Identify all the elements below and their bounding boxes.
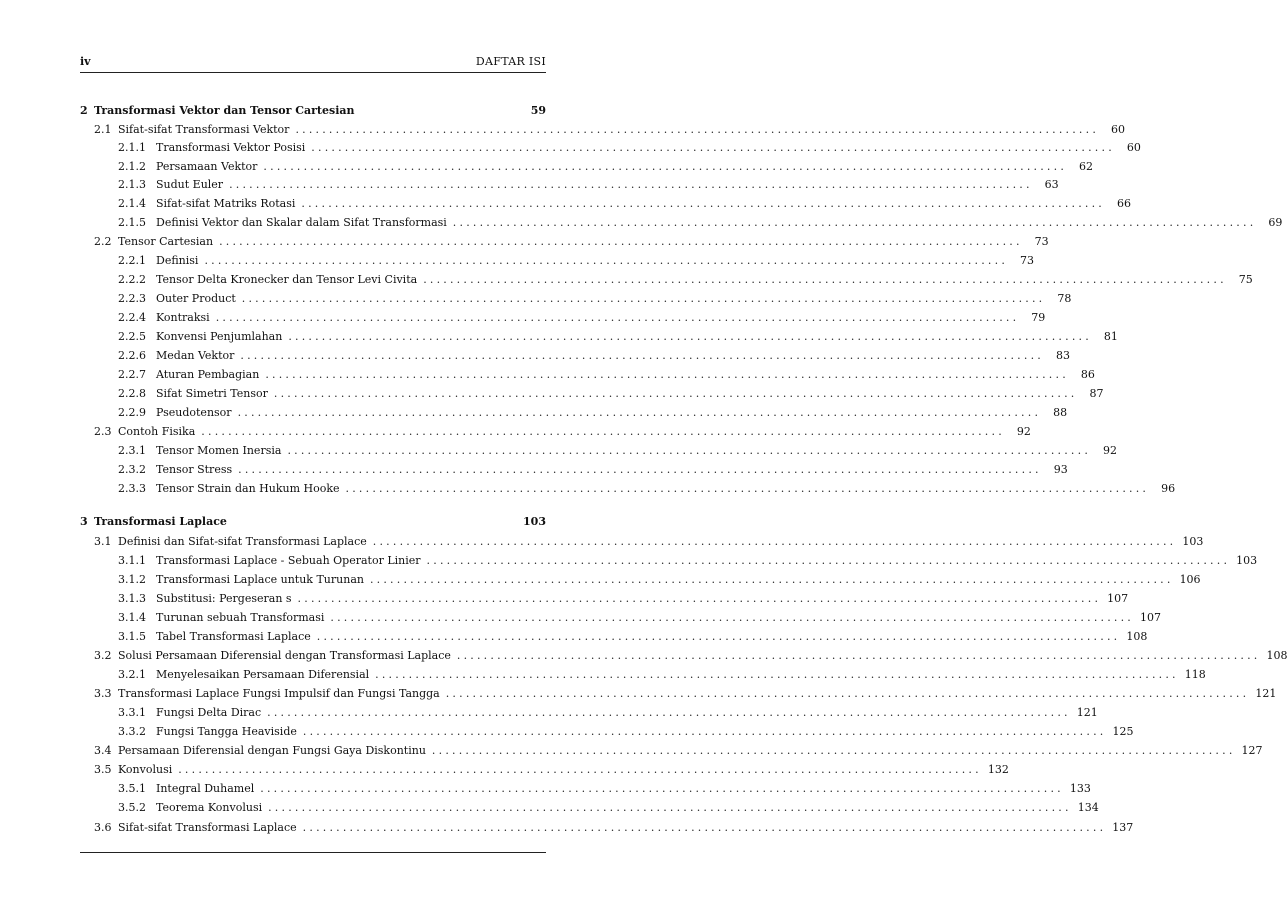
toc-entry-title: Persamaan Vektor [156, 159, 258, 173]
toc-entry-title: Definisi dan Sifat-sifat Transformasi Laplace [118, 534, 367, 548]
toc-entry-title: Konvensi Penjumlahan [156, 329, 283, 343]
toc-subsection-row[interactable] [80, 251, 1035, 269]
toc-entry-number: 2 [80, 103, 88, 117]
toc-dot-leader: ........................................................................................................................ [452, 215, 1257, 229]
toc-entry-title: Persamaan Diferensial dengan Fungsi Gaya Diskontinu [118, 743, 426, 757]
toc-entry-page: 93 [1053, 462, 1068, 476]
toc-dot-leader: ........................................................................................................................ [375, 667, 1179, 681]
toc-section-row[interactable] [80, 422, 1031, 440]
toc-subsection-row[interactable] [80, 403, 1068, 421]
toc-dot-leader: ........................................................................................................................ [219, 234, 1023, 248]
toc-dot-leader: ........................................................................................................................ [456, 648, 1261, 662]
toc-entry-page: 78 [1057, 291, 1072, 305]
toc-entry-title: Sifat-sifat Transformasi Laplace [118, 820, 297, 834]
toc-subsection-row[interactable] [80, 157, 1094, 175]
toc-entry-title: Definisi [156, 253, 199, 267]
toc-entry-title: Definisi Vektor dan Skalar dalam Sifat Transformasi [156, 215, 447, 229]
toc-entry-page: 62 [1079, 159, 1094, 173]
toc-entry-page: 133 [1069, 781, 1091, 795]
toc-entry-page: 79 [1031, 310, 1046, 324]
toc-entry-page: 103 [1236, 553, 1258, 567]
footer-rule [80, 852, 546, 853]
toc-subsection-row[interactable] [80, 270, 1253, 288]
toc-entry-number: 3.1 [94, 534, 112, 548]
toc-entry-number: 3.3.1 [118, 705, 146, 719]
toc-entry-number: 2.1.2 [118, 159, 146, 173]
toc-dot-leader: ........................................................................................................................ [238, 462, 1042, 476]
toc-dot-leader: ........................................................................................................................ [260, 781, 1064, 795]
toc-entry-page: 83 [1055, 348, 1070, 362]
toc-subsection-row[interactable] [80, 346, 1070, 364]
toc-dot-leader: ........................................................................................................................ [267, 705, 1071, 719]
toc-entry-page: 103 [523, 514, 546, 528]
toc-dot-leader: ........................................................................................................................ [372, 534, 1177, 548]
toc-entry-number: 3.3.2 [118, 724, 146, 738]
toc-entry-title: Tensor Momen Inersia [156, 443, 282, 457]
toc-section-row[interactable] [80, 818, 1134, 836]
toc-entry-title: Konvolusi [118, 762, 173, 776]
toc-subsection-row[interactable] [80, 779, 1091, 797]
toc-entry-number: 3.6 [94, 820, 112, 834]
toc-entry-number: 3.1.3 [118, 591, 146, 605]
toc-entry-title: Transformasi Laplace Fungsi Impulsif dan Fungsi Tangga [118, 686, 440, 700]
toc-dot-leader: ........................................................................................................................ [431, 743, 1236, 757]
toc-entry-title: Transformasi Vektor Posisi [156, 140, 306, 154]
toc-entry-number: 2.1.3 [118, 177, 146, 191]
toc-subsection-row[interactable] [80, 384, 1104, 402]
toc-dot-leader: ........................................................................................................................ [316, 629, 1121, 643]
toc-dot-leader: ........................................................................................................................ [237, 405, 1042, 419]
toc-section-row[interactable] [80, 532, 1204, 550]
toc-entry-page: 63 [1044, 177, 1059, 191]
toc-dot-leader: ........................................................................................................................ [295, 122, 1100, 136]
toc-subsection-row[interactable] [80, 627, 1148, 645]
toc-entry-page: 108 [1266, 648, 1287, 662]
toc-entry-page: 59 [530, 103, 546, 117]
toc-chapter-row[interactable] [80, 101, 546, 119]
toc-entry-title: Integral Duhamel [156, 781, 255, 795]
toc-entry-page: 107 [1140, 610, 1161, 624]
toc-entry-number: 3.5.1 [118, 781, 146, 795]
toc-entry-page: 121 [1076, 705, 1098, 719]
toc-section-row[interactable] [80, 741, 1263, 759]
toc-entry-title: Menyelesaikan Persamaan Diferensial [156, 667, 370, 681]
toc-subsection-row[interactable] [80, 703, 1098, 721]
toc-dot-leader: ........................................................................................................................ [345, 481, 1150, 495]
toc-dot-leader: ........................................................................................................................ [445, 686, 1250, 700]
toc-section-row[interactable] [80, 120, 1126, 138]
toc-entry-page: 103 [1182, 534, 1204, 548]
toc-dot-leader: ........................................................................................................................ [288, 329, 1092, 343]
toc-entry-number: 3.4 [94, 743, 112, 757]
toc-entry-page: 69 [1268, 215, 1283, 229]
toc-dot-leader: ........................................................................................................................ [178, 762, 982, 776]
toc-entry-page: 132 [987, 762, 1009, 776]
toc-entry-page: 88 [1053, 405, 1068, 419]
toc-entry-title: Pseudotensor [156, 405, 232, 419]
toc-entry-title: Substitusi: Pergeseran s [156, 591, 292, 605]
toc-entry-title: Tensor Delta Kronecker dan Tensor Levi Civita [156, 272, 418, 286]
toc-entry-number: 2.1.1 [118, 140, 146, 154]
toc-entry-title: Transformasi Laplace untuk Turunan [156, 572, 364, 586]
toc-entry-page: 73 [1034, 234, 1049, 248]
toc-dot-leader: ........................................................................................................................ [426, 553, 1231, 567]
toc-entry-page: 73 [1020, 253, 1035, 267]
toc-dot-leader: ........................................................................................................................ [263, 159, 1068, 173]
toc-dot-leader: ........................................................................................................................ [330, 610, 1134, 624]
toc-dot-leader: ........................................................................................................................ [265, 367, 1069, 381]
toc-section-row[interactable] [80, 232, 1049, 250]
toc-entry-number: 2.2 [94, 234, 112, 248]
toc-dot-leader: ........................................................................................................................ [311, 140, 1115, 154]
toc-entry-title: Tensor Stress [156, 462, 233, 476]
toc-entry-number: 2.2.3 [118, 291, 146, 305]
toc-entry-page: 60 [1126, 140, 1141, 154]
toc-entry-title: Contoh Fisika [118, 424, 196, 438]
toc-dot-leader: ........................................................................................................................ [201, 424, 1005, 438]
toc-entry-title: Outer Product [156, 291, 236, 305]
toc-dot-leader: ........................................................................................................................ [204, 253, 1009, 267]
toc-entry-title: Kontraksi [156, 310, 210, 324]
toc-entry-page: 92 [1103, 443, 1118, 457]
toc-entry-page: 137 [1112, 820, 1134, 834]
toc-entry-number: 3.1.1 [118, 553, 146, 567]
toc-entry-title: Sifat-sifat Matriks Rotasi [156, 196, 296, 210]
toc-entry-number: 2.2.6 [118, 348, 146, 362]
toc-entry-number: 3.1.4 [118, 610, 146, 624]
toc-entry-number: 3 [80, 514, 88, 528]
toc-entry-title: Transformasi Laplace - Sebuah Operator Linier [156, 553, 421, 567]
toc-dot-leader: ........................................................................................................................ [229, 177, 1033, 191]
toc-entry-number: 2.2.1 [118, 253, 146, 267]
toc-subsection-row[interactable] [80, 589, 1129, 607]
toc-entry-title: Tensor Strain dan Hukum Hooke [156, 481, 340, 495]
toc-entry-page: 87 [1089, 386, 1104, 400]
toc-subsection-row[interactable] [80, 194, 1131, 212]
toc-entry-title: Tensor Cartesian [118, 234, 214, 248]
toc-entry-page: 125 [1112, 724, 1134, 738]
header-page-number: iv [80, 55, 91, 68]
header-running-title: DAFTAR ISI [475, 55, 546, 68]
toc-subsection-row[interactable] [80, 138, 1141, 156]
toc-dot-leader: ........................................................................................................................ [369, 572, 1174, 586]
toc-entry-page: 127 [1241, 743, 1263, 757]
toc-entry-title: Sifat Simetri Tensor [156, 386, 268, 400]
toc-entry-number: 2.1.4 [118, 196, 146, 210]
toc-section-row[interactable] [80, 646, 1287, 664]
toc-entry-page: 86 [1080, 367, 1095, 381]
toc-dot-leader: ........................................................................................................................ [301, 196, 1105, 210]
toc-subsection-row[interactable] [80, 570, 1201, 588]
toc-entry-title: Transformasi Vektor dan Tensor Cartesian [94, 103, 355, 117]
toc-entry-number: 2.3.1 [118, 443, 146, 457]
toc-subsection-row[interactable] [80, 289, 1072, 307]
toc-dot-leader: ........................................................................................................................ [215, 310, 1020, 324]
toc-section-row[interactable] [80, 684, 1277, 702]
toc-entry-number: 3.2 [94, 648, 112, 662]
toc-entry-number: 2.3.3 [118, 481, 146, 495]
toc-entry-number: 2.2.5 [118, 329, 146, 343]
toc-entry-title: Medan Vektor [156, 348, 235, 362]
toc-entry-page: 92 [1016, 424, 1031, 438]
toc-dot-leader: ........................................................................................................................ [297, 591, 1102, 605]
toc-entry-page: 121 [1255, 686, 1277, 700]
toc-entry-page: 81 [1103, 329, 1118, 343]
toc-entry-number: 2.1.5 [118, 215, 146, 229]
toc-entry-number: 2.2.4 [118, 310, 146, 324]
toc-entry-number: 2.1 [94, 122, 112, 136]
toc-subsection-row[interactable] [80, 722, 1134, 740]
toc-subsection-row[interactable] [80, 213, 1283, 231]
toc-entry-number: 2.3 [94, 424, 112, 438]
toc-entry-page: 60 [1111, 122, 1126, 136]
toc-chapter-row[interactable] [80, 512, 546, 530]
toc-entry-number: 2.2.7 [118, 367, 146, 381]
toc-entry-title: Fungsi Delta Dirac [156, 705, 262, 719]
toc-dot-leader: ........................................................................................................................ [240, 348, 1044, 362]
toc-entry-page: 66 [1117, 196, 1131, 210]
toc-entry-page: 134 [1077, 800, 1099, 814]
toc-entry-number: 3.3 [94, 686, 112, 700]
toc-subsection-row[interactable] [80, 479, 1176, 497]
toc-subsection-row[interactable] [80, 365, 1095, 383]
toc-entry-page: 118 [1184, 667, 1206, 681]
toc-subsection-row[interactable] [80, 441, 1118, 459]
toc-subsection-row[interactable] [80, 308, 1046, 326]
toc-entry-number: 2.2.8 [118, 386, 146, 400]
toc-entry-page: 107 [1107, 591, 1129, 605]
toc-subsection-row[interactable] [80, 798, 1099, 816]
toc-entry-page: 75 [1238, 272, 1253, 286]
toc-entry-title: Transformasi Laplace [94, 514, 227, 528]
toc-entry-title: Solusi Persamaan Diferensial dengan Transformasi Laplace [118, 648, 451, 662]
toc-entry-number: 2.2.9 [118, 405, 146, 419]
toc-entry-title: Teorema Konvolusi [156, 800, 263, 814]
toc-entry-number: 3.5 [94, 762, 112, 776]
toc-entry-number: 3.1.2 [118, 572, 146, 586]
toc-section-row[interactable] [80, 760, 1009, 778]
toc-entry-title: Sudut Euler [156, 177, 224, 191]
table-of-contents [80, 0, 1287, 903]
toc-entry-number: 2.3.2 [118, 462, 146, 476]
toc-dot-leader: ........................................................................................................................ [302, 820, 1107, 834]
toc-entry-title: Sifat-sifat Transformasi Vektor [118, 122, 290, 136]
toc-entry-page: 106 [1179, 572, 1201, 586]
toc-dot-leader: ........................................................................................................................ [302, 724, 1107, 738]
toc-dot-leader: ........................................................................................................................ [423, 272, 1227, 286]
toc-entry-title: Aturan Pembagian [156, 367, 260, 381]
toc-entry-number: 2.2.2 [118, 272, 146, 286]
toc-entry-page: 108 [1126, 629, 1148, 643]
toc-entry-number: 3.5.2 [118, 800, 146, 814]
toc-subsection-row[interactable] [80, 175, 1059, 193]
toc-subsection-row[interactable] [80, 608, 1161, 626]
toc-entry-title: Fungsi Tangga Heaviside [156, 724, 297, 738]
toc-dot-leader: ........................................................................................................................ [268, 800, 1072, 814]
toc-subsection-row[interactable] [80, 460, 1068, 478]
toc-entry-title: Tabel Transformasi Laplace [156, 629, 311, 643]
toc-dot-leader: ........................................................................................................................ [241, 291, 1046, 305]
toc-subsection-row[interactable] [80, 327, 1118, 345]
toc-entry-page: 96 [1161, 481, 1176, 495]
toc-subsection-row[interactable] [80, 665, 1206, 683]
toc-entry-number: 3.1.5 [118, 629, 146, 643]
toc-entry-title: Turunan sebuah Transformasi [156, 610, 325, 624]
toc-entry-number: 3.2.1 [118, 667, 146, 681]
toc-dot-leader: ........................................................................................................................ [287, 443, 1092, 457]
toc-subsection-row[interactable] [80, 551, 1258, 569]
toc-dot-leader: ........................................................................................................................ [273, 386, 1078, 400]
